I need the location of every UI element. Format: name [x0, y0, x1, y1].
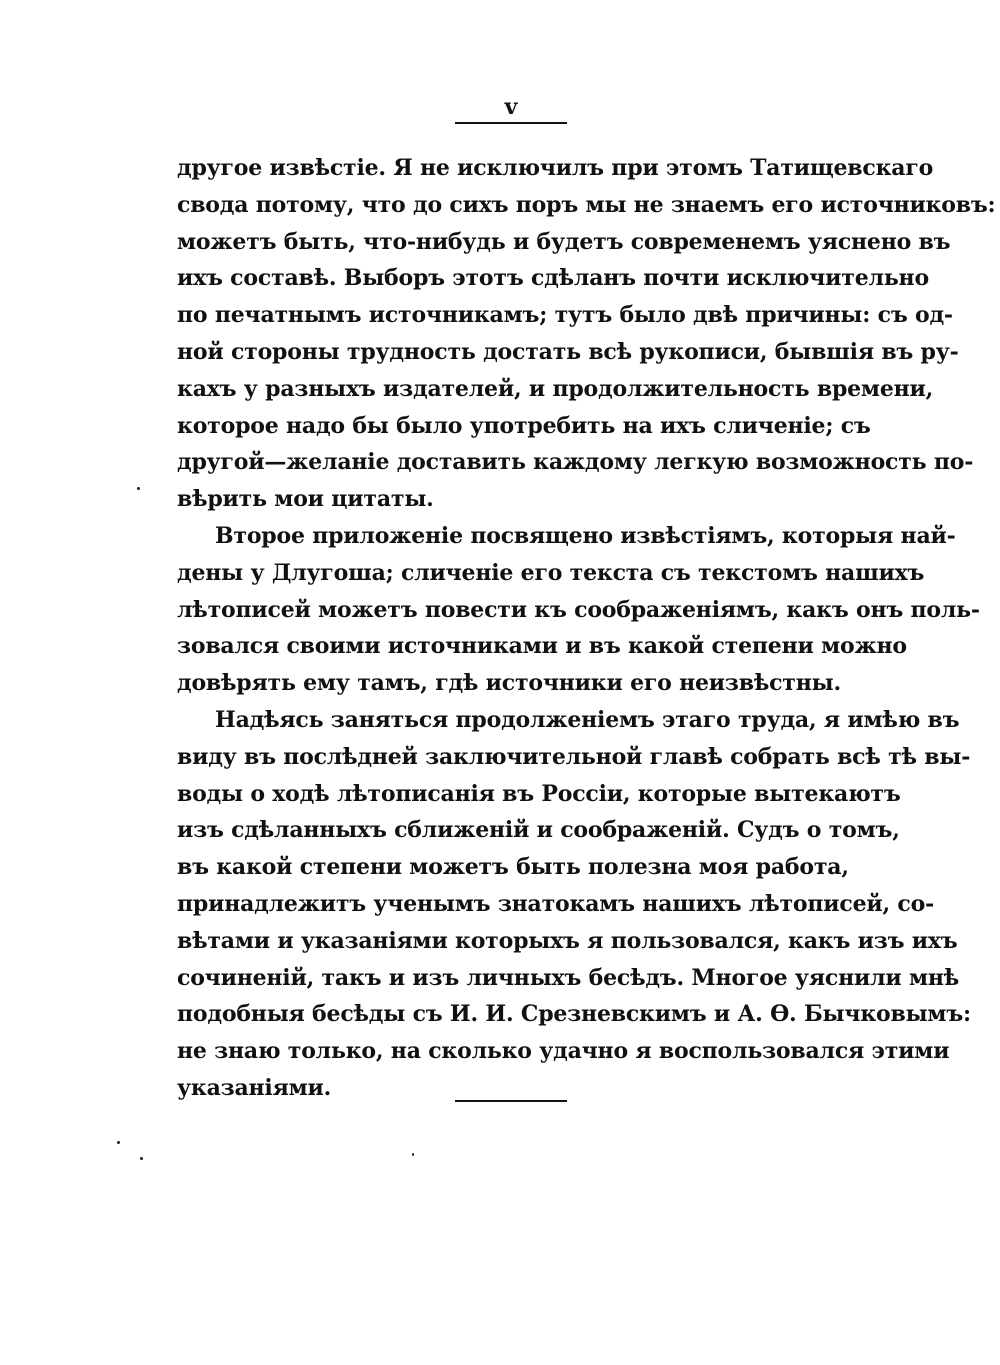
text-line: можетъ быть, что-нибудь и будетъ современемъ уяснено въ	[177, 228, 951, 255]
scan-speck	[137, 487, 140, 490]
scan-speck	[117, 1141, 120, 1144]
text-line: подобныя бесѣды съ И. И. Срезневскимъ и А. Ѳ. Бычковымъ:	[177, 1001, 971, 1028]
text-line: дены у Длугоша; сличеніе его текста съ текстомъ нашихъ	[177, 559, 925, 586]
text-line: свода потому, что до сихъ поръ мы не знаемъ его источниковъ:	[177, 191, 996, 218]
text-line: ихъ составѣ. Выборъ этотъ сдѣланъ почти исключительно	[177, 265, 929, 292]
text-line: зовался своими источниками и въ какой степени можно	[177, 633, 907, 660]
header-rule	[455, 122, 567, 124]
text-line: довѣрять ему тамъ, гдѣ источники его неизвѣстны.	[177, 670, 841, 697]
text-line: Второе приложеніе посвящено извѣстіямъ, которыя най-	[215, 522, 956, 549]
text-line: которое надо бы было употребить на ихъ сличеніе; съ	[177, 412, 871, 439]
scan-speck	[412, 1153, 414, 1156]
scan-speck	[140, 1157, 143, 1160]
text-line: по печатнымъ источникамъ; тутъ было двѣ причины: съ од-	[177, 302, 953, 329]
paragraph-2	[177, 518, 980, 702]
text-line: кахъ у разныхъ издателей, и продолжительность времени,	[177, 375, 934, 402]
text-line: виду въ послѣдней заключительной главѣ собрать всѣ тѣ вы-	[177, 743, 971, 770]
body-text	[177, 150, 996, 1107]
text-line: въ какой степени можетъ быть полезна моя работа,	[177, 854, 849, 881]
text-line: указаніями.	[177, 1074, 332, 1101]
text-line: вѣтами и указаніями которыхъ я пользовался, какъ изъ ихъ	[177, 927, 958, 954]
text-line: воды о ходѣ лѣтописанія въ Россіи, которые вытекаютъ	[177, 780, 901, 807]
text-line: принадлежитъ ученымъ знатокамъ нашихъ лѣтописей, со-	[177, 890, 935, 917]
text-line: лѣтописей можетъ повести къ соображеніямъ, какъ онъ поль-	[177, 596, 980, 623]
text-line: другой—желаніе доставить каждому легкую возможность по-	[177, 449, 974, 476]
paragraph-3	[177, 702, 971, 1107]
paragraph-1	[177, 150, 996, 518]
text-line: Надѣясь заняться продолженіемъ этаго труда, я имѣю въ	[215, 706, 960, 733]
text-line: ной стороны трудность достать всѣ рукописи, бывшія въ ру-	[177, 338, 959, 365]
text-line: не знаю только, на сколько удачно я воспользовался этими	[177, 1038, 950, 1065]
footer-rule	[455, 1100, 567, 1102]
page-number: v	[504, 94, 518, 120]
text-line: вѣрить мои цитаты.	[177, 486, 434, 513]
text-line: изъ сдѣланныхъ сближеній и соображеній. Судъ о томъ,	[177, 817, 900, 844]
text-line: другое извѣстіе. Я не исключилъ при этомъ Татищевскаго	[177, 155, 934, 181]
text-line: сочиненій, такъ и изъ личныхъ бесѣдъ. Многое уяснили мнѣ	[177, 964, 960, 991]
